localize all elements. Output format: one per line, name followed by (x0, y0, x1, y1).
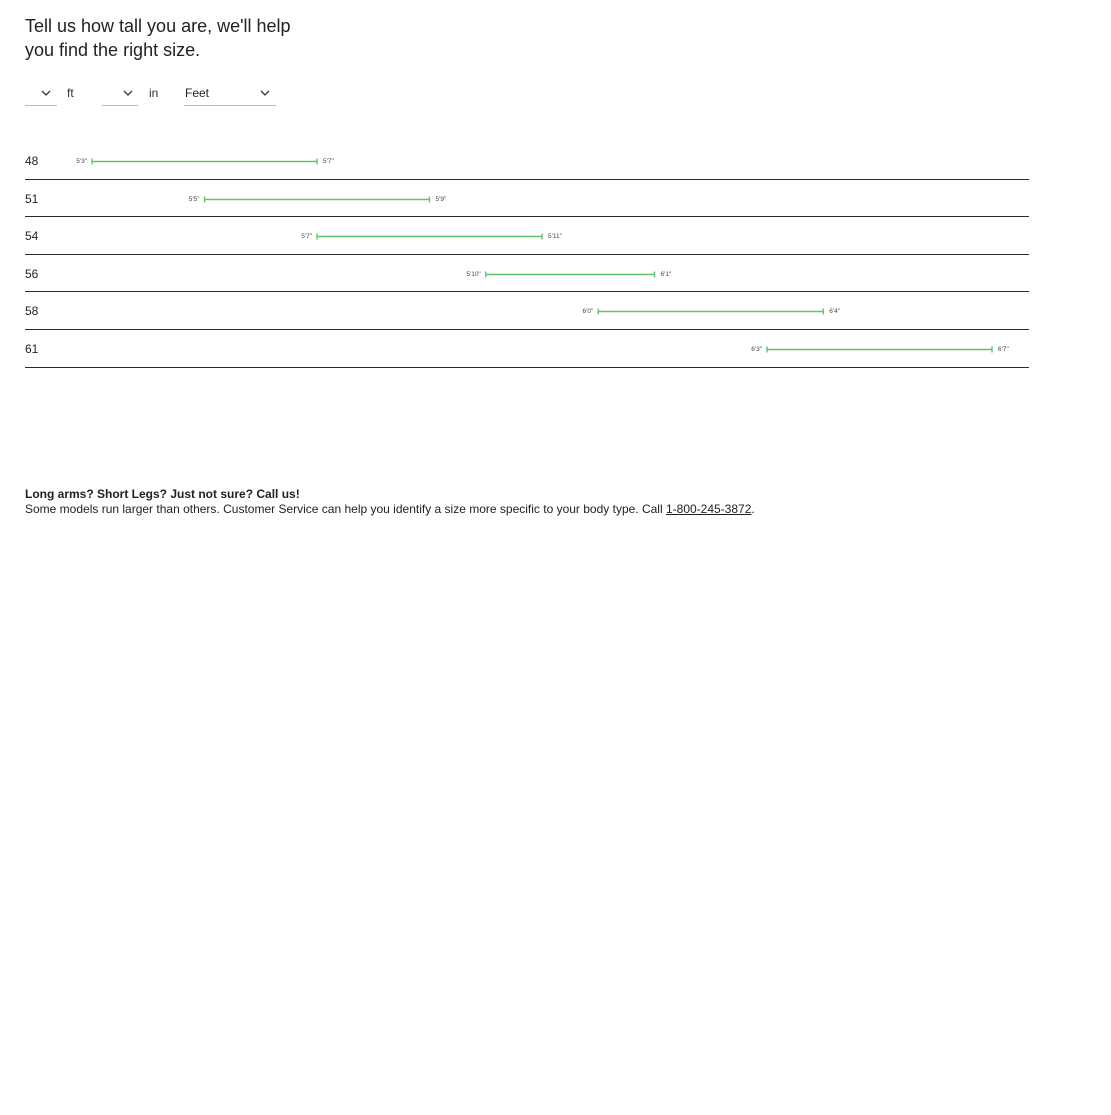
inches-select[interactable] (102, 82, 138, 106)
size-label: 54 (25, 229, 39, 244)
help-title: Long arms? Short Legs? Just not sure? Call us! (25, 487, 300, 501)
feet-select[interactable] (25, 82, 57, 106)
size-label: 51 (25, 191, 39, 206)
units-select[interactable] (184, 82, 276, 106)
chart-row-size-56 (25, 255, 1029, 293)
size-label: 61 (25, 342, 39, 356)
size-chart (25, 142, 1029, 369)
size-label: 56 (25, 266, 39, 281)
min-height-label: 6'3" (751, 346, 762, 353)
help-end: . (751, 502, 755, 516)
help-body: Some models run larger than others. Customer Service can help you identify a size more specific to your body type. Call (25, 502, 666, 516)
max-height-label: 5'7" (323, 158, 334, 165)
min-height-label: 6'0" (582, 308, 594, 316)
page-title (25, 14, 325, 62)
chart-row-size-54 (25, 217, 1029, 255)
chart-row-size-48 (25, 142, 1029, 180)
max-height-label: 6'7" (998, 346, 1009, 353)
units-value: Feet (185, 86, 210, 100)
range-bar-group (25, 330, 1029, 367)
min-height-label: 5'10" (466, 270, 481, 278)
feet-unit-label: ft (67, 86, 74, 100)
range-bar-group (25, 255, 1029, 292)
help-section (25, 487, 755, 517)
min-height-label: 5'3" (76, 158, 87, 165)
max-height-label: 5'9" (435, 195, 447, 203)
title-line-2: you find the right size. (25, 40, 201, 60)
chart-row-size-61 (25, 330, 1029, 368)
size-label: 48 (25, 154, 39, 168)
title-line-1: Tell us how tall you are, we'll help (25, 16, 291, 36)
chevron-down-icon (123, 89, 133, 97)
range-bar-group (25, 180, 1029, 217)
max-height-label: 6'1" (660, 270, 672, 278)
inches-unit-label: in (149, 86, 159, 100)
range-bar-group (25, 292, 1029, 329)
max-height-label: 5'11" (548, 233, 562, 241)
chevron-down-icon (260, 89, 270, 97)
min-height-label: 5'5" (188, 195, 200, 203)
min-height-label: 5'7" (301, 233, 312, 241)
size-label: 58 (25, 304, 39, 319)
chart-row-size-58 (25, 292, 1029, 330)
range-bar-group (25, 217, 1029, 254)
range-bar-group (25, 142, 1029, 179)
phone-link[interactable]: 1-800-245-3872 (665, 502, 752, 516)
max-height-label: 6'4" (829, 308, 841, 316)
chart-row-size-51 (25, 180, 1029, 218)
chevron-down-icon (41, 89, 51, 97)
